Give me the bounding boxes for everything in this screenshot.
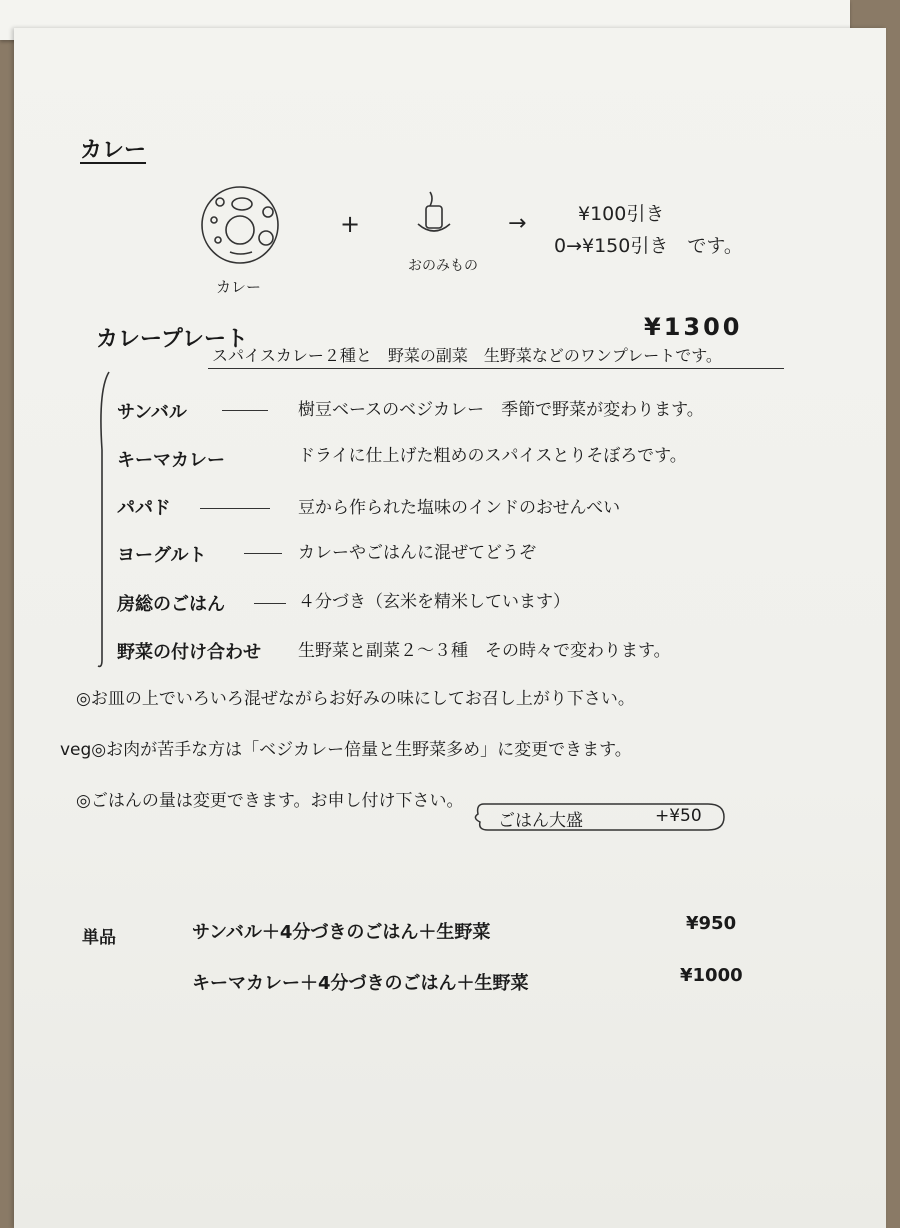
discount-line-2: 0→¥150引き です。	[554, 235, 743, 257]
drink-sketch-label: おのみもの	[408, 258, 478, 274]
item-dash	[200, 508, 270, 509]
plus-sign: +	[340, 210, 361, 238]
note-line: veg◎お肉が苦手な方は「ベジカレー倍量と生野菜多め」に変更できます。	[60, 740, 632, 760]
curry-plate-icon	[202, 187, 278, 263]
arrow-sign: →	[508, 211, 527, 236]
items-bracket	[96, 370, 110, 670]
item-dash	[222, 410, 268, 411]
page-title: カレー	[80, 138, 147, 163]
item-dash	[254, 603, 286, 604]
discount-line-1: ¥100引き	[578, 203, 665, 225]
plate-price: ¥1300	[644, 313, 743, 341]
drink-icon	[418, 192, 450, 231]
item-name: サンバル	[117, 402, 187, 423]
item-name: 房総のごはん	[117, 594, 225, 615]
plate-description: スパイスカレー２種と 野菜の副菜 生野菜などのワンプレートです。	[212, 346, 722, 365]
note-line: ◎お皿の上でいろいろ混ぜながらお好みの味にしてお召し上がり下さい。	[76, 689, 635, 709]
item-description: 樹豆ベースのベジカレー 季節で野菜が変わります。	[298, 400, 704, 420]
item-name: ヨーグルト	[117, 545, 207, 566]
item-name: 野菜の付け合わせ	[117, 642, 261, 663]
note-line: ◎ごはんの量は変更できます。お申し付け下さい。	[76, 791, 464, 811]
single-item-price: ¥950	[686, 913, 737, 934]
single-item-price: ¥1000	[680, 965, 743, 986]
item-description: ドライに仕上げた粗めのスパイスとりそぼろです。	[298, 446, 687, 466]
item-name: パパド	[117, 498, 171, 519]
single-item-name: キーマカレー＋4分づきのごはん＋生野菜	[192, 973, 529, 994]
rice-option-price: +¥50	[655, 806, 702, 826]
description-underline	[208, 368, 784, 369]
single-items-label: 単品	[82, 928, 116, 948]
item-dash	[244, 553, 282, 554]
item-description: カレーやごはんに混ぜてどうぞ	[298, 543, 536, 563]
item-description: 豆から作られた塩味のインドのおせんべい	[298, 498, 621, 518]
set-discount-sketch	[190, 180, 790, 300]
plate-title: カレープレート	[96, 327, 249, 352]
single-item-name: サンバル＋4分づきのごはん＋生野菜	[192, 922, 491, 943]
item-description: ４分づき（玄米を精米しています）	[298, 592, 570, 612]
rice-option-label: ごはん大盛	[498, 811, 583, 831]
item-description: 生野菜と副菜２～３種 その時々で変わります。	[298, 641, 671, 661]
item-name: キーマカレー	[117, 450, 225, 471]
curry-sketch-label: カレー	[216, 278, 262, 296]
